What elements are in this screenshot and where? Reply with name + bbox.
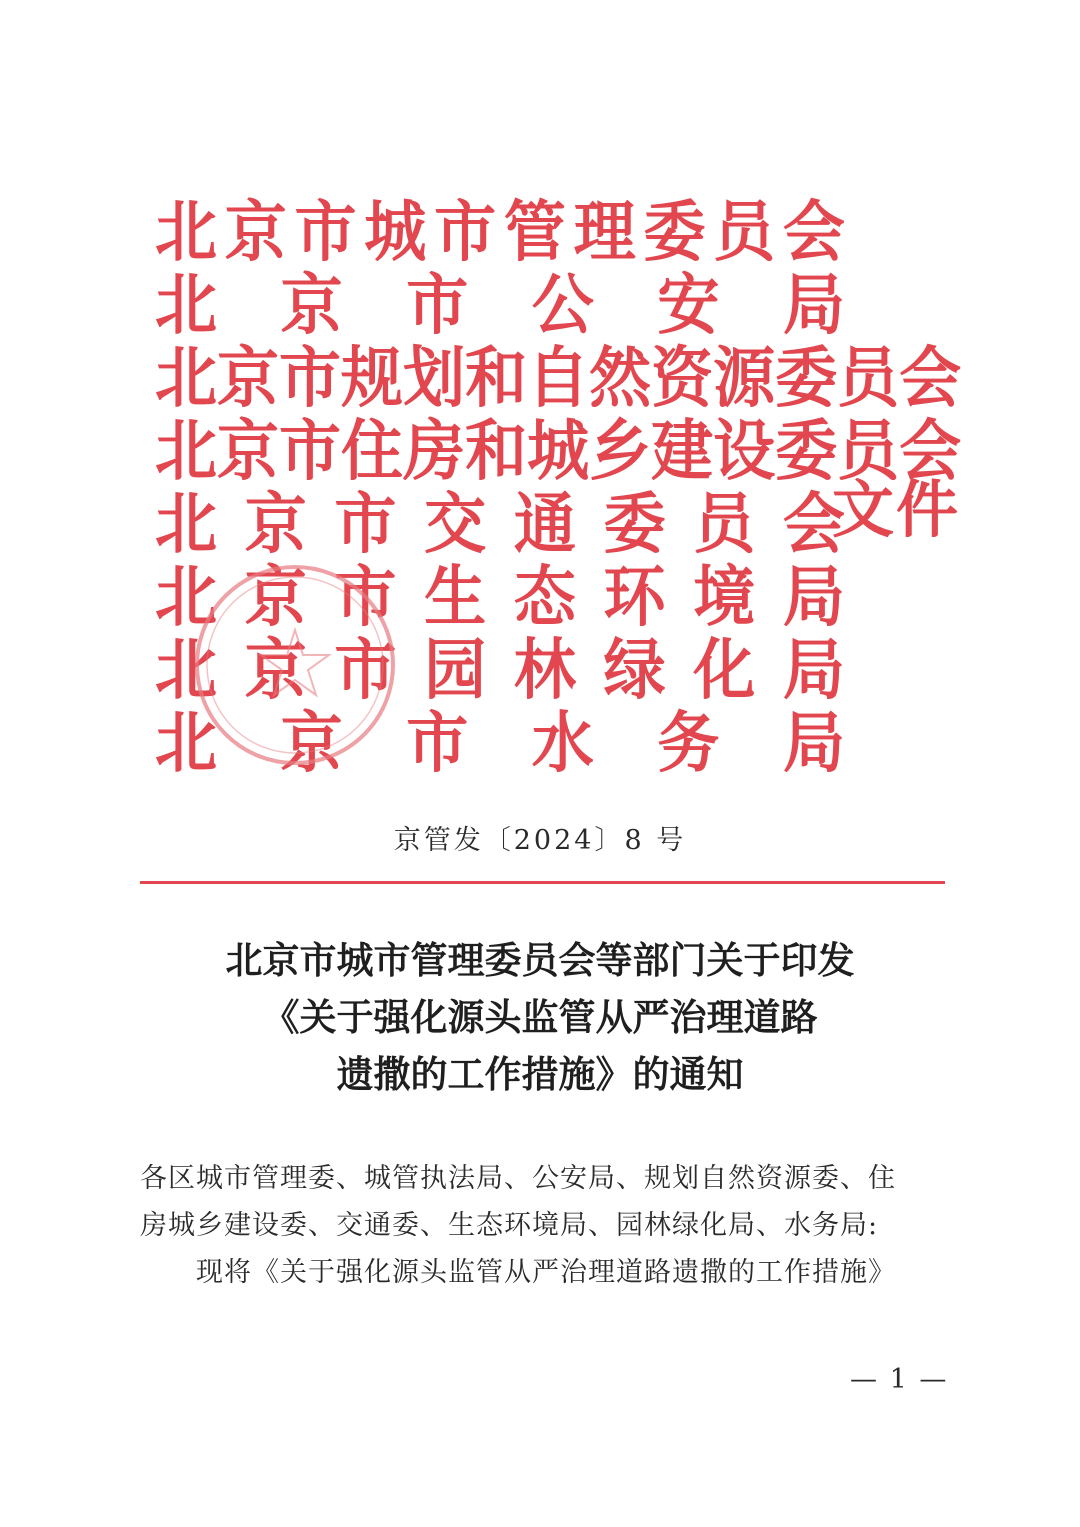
organization-name-char: 市 (434, 192, 497, 271)
title-line-3: 遗撒的工作措施》的通知 (336, 1053, 744, 1096)
organization-name-char: 局 (782, 265, 845, 344)
official-seal-icon (190, 557, 400, 770)
organization-name-char: 北 (155, 557, 218, 636)
organization-name-char: 委 (775, 411, 838, 490)
organization-name-char: 市 (334, 630, 397, 709)
organization-name-char: 员 (693, 484, 756, 563)
document-body (140, 1155, 945, 1296)
organization-name-char: 局 (782, 557, 845, 636)
red-divider-line (140, 881, 945, 884)
organization-name-char: 城 (364, 192, 427, 271)
organization-name-char: 划 (403, 338, 466, 417)
title-line-2: 《关于强化源头监管从严治理道路 (262, 996, 818, 1039)
organization-name-char: 生 (424, 557, 487, 636)
organization-name-char: 京 (244, 484, 307, 563)
addressee-line-2: 房城乡建设委、交通委、生态环境局、园林绿化局、水务局: (140, 1210, 879, 1241)
organization-name-char: 北 (155, 484, 218, 563)
organization-name-char: 委 (603, 484, 666, 563)
organization-name-char: 公 (531, 265, 594, 344)
organization-name-char: 态 (513, 557, 576, 636)
organization-name-char: 京 (217, 338, 280, 417)
organization-name-char: 和 (465, 411, 528, 490)
organization-name-char: 然 (589, 338, 652, 417)
organization-name-char: 通 (513, 484, 576, 563)
document-title (0, 932, 1080, 1103)
organization-name-char: 房 (403, 411, 466, 490)
organization-name-char: 交 (424, 484, 487, 563)
organization-name-char: 和 (465, 338, 528, 417)
organization-name-char: 京 (244, 557, 307, 636)
organization-name-char: 京 (244, 630, 307, 709)
organization-name-char: 市 (406, 265, 469, 344)
organization-name-char: 安 (657, 265, 720, 344)
organization-name-char: 北 (155, 338, 218, 417)
organization-name-char: 管 (503, 192, 566, 271)
organization-name-char: 化 (693, 630, 756, 709)
organization-name-char: 林 (513, 630, 576, 709)
organization-name-char: 境 (693, 557, 756, 636)
organization-name-char: 市 (279, 411, 342, 490)
organization-name-char: 委 (775, 338, 838, 417)
organization-name-char: 会 (782, 192, 845, 271)
organization-name-char: 园 (424, 630, 487, 709)
organization-name-char: 市 (406, 703, 469, 782)
organization-name-char: 员 (837, 338, 900, 417)
addressee-line-1: 各区城市管理委、城管执法局、公安局、规划自然资源委、住 (140, 1163, 896, 1194)
organization-name-row (155, 411, 962, 490)
organization-name-row (155, 338, 962, 417)
organization-name-char: 乡 (589, 411, 652, 490)
organization-name-char: 理 (573, 192, 636, 271)
organization-name-char: 市 (294, 192, 357, 271)
organization-name-char: 会 (899, 338, 962, 417)
organization-name-char: 京 (217, 411, 280, 490)
organization-name-char: 北 (155, 265, 218, 344)
organization-name-row (155, 266, 845, 343)
organization-name-char: 市 (334, 557, 397, 636)
organization-name-char: 员 (837, 411, 900, 490)
organization-name-char: 自 (527, 338, 590, 417)
organization-name-char: 京 (280, 265, 343, 344)
organization-name-char: 水 (531, 703, 594, 782)
title-line-1: 北京市城市管理委员会等部门关于印发 (225, 939, 855, 982)
organization-name-row (155, 485, 845, 562)
organization-name-char: 规 (341, 338, 404, 417)
organization-name-char: 市 (334, 484, 397, 563)
organization-name-char: 京 (280, 703, 343, 782)
organization-name-char: 局 (782, 703, 845, 782)
organization-name-char: 务 (657, 703, 720, 782)
organization-name-char: 市 (279, 338, 342, 417)
organization-name-char: 城 (527, 411, 590, 490)
organization-name-char: 北 (155, 192, 218, 271)
organization-name-char: 北 (155, 703, 218, 782)
document-number: 京管发〔2024〕8 号 (393, 825, 687, 856)
organization-name-char: 建 (651, 411, 714, 490)
organization-name-char: 住 (341, 411, 404, 490)
organization-name-char: 会 (899, 411, 962, 490)
organization-name-char: 环 (603, 557, 666, 636)
organization-name-char: 资 (651, 338, 714, 417)
organization-name-char: 京 (224, 192, 287, 271)
organization-name-char: 源 (713, 338, 776, 417)
organization-name-char: 设 (713, 411, 776, 490)
organization-name-char: 局 (782, 630, 845, 709)
organization-name-char: 会 (782, 484, 845, 563)
page-number: — 1 — (850, 1364, 949, 1395)
document-suffix: 文件 (832, 473, 961, 546)
organization-name-char: 北 (155, 630, 218, 709)
organization-name-char: 绿 (603, 630, 666, 709)
body-paragraph-start: 现将《关于强化源头监管从严治理道路遗撒的工作措施》 (196, 1257, 896, 1288)
organization-name-char: 委 (643, 192, 706, 271)
organization-name-row (155, 193, 845, 270)
organization-name-char: 员 (713, 192, 776, 271)
organization-name-char: 北 (155, 411, 218, 490)
